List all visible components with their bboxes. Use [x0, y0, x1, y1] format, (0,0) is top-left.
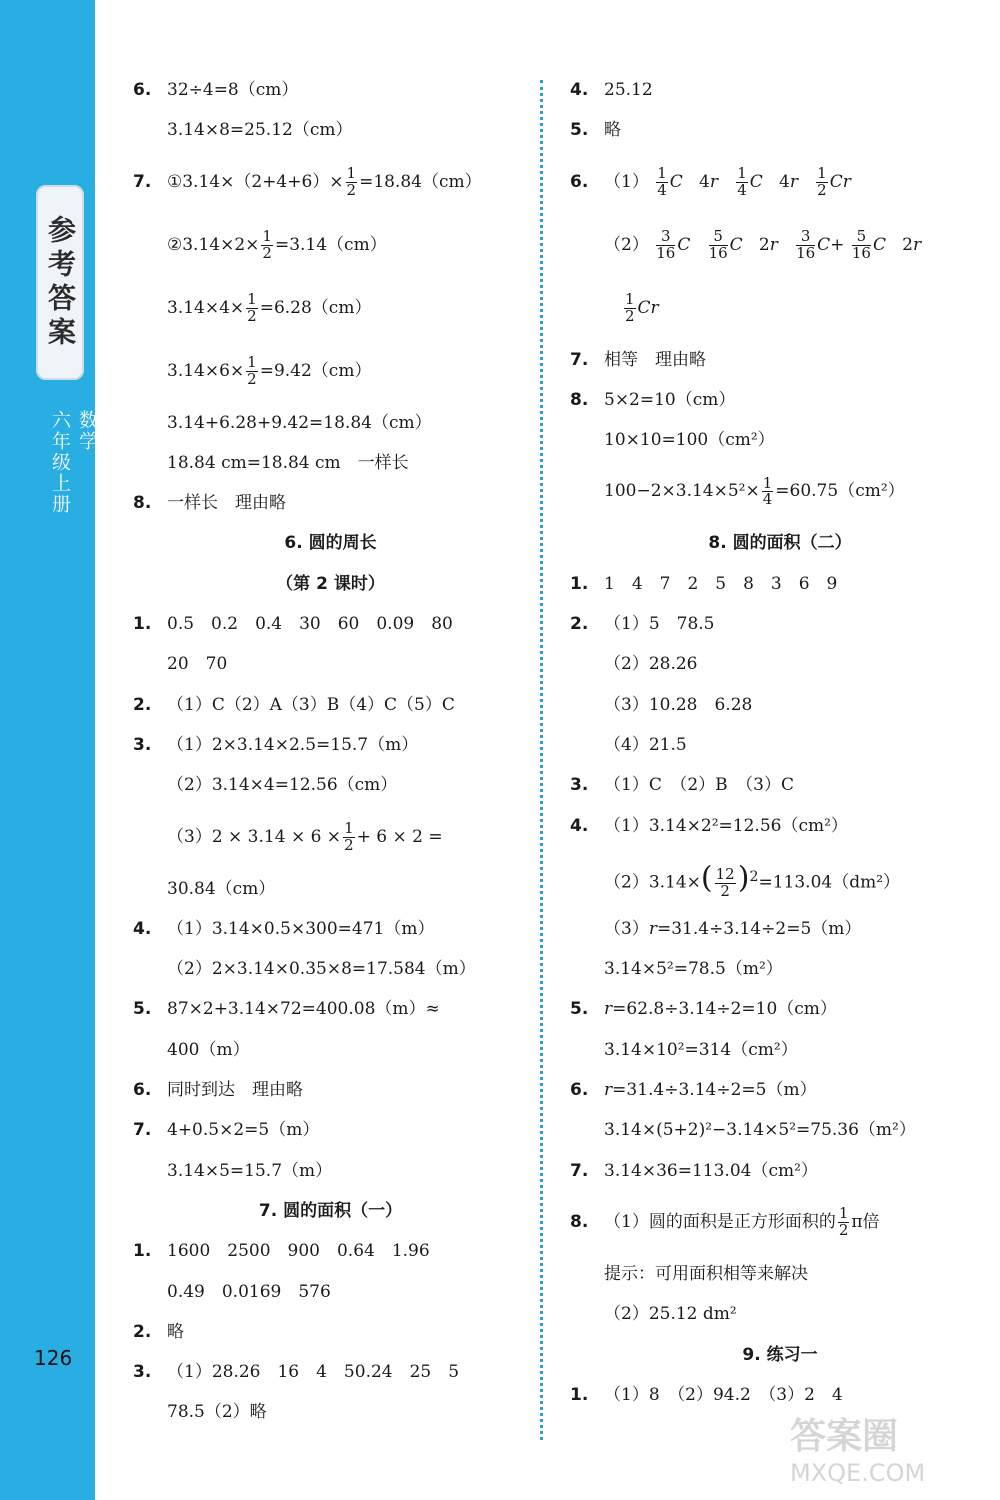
answer-line: 3.14×4× $\frac{1}{2}$ =6.28（cm）: [167, 289, 372, 325]
question-number: 1.: [133, 1241, 152, 1262]
question-number: 1.: [570, 1384, 589, 1405]
section-heading: 6. 圆的周长: [284, 533, 377, 554]
fraction: $\frac{1}{2}$: [625, 289, 635, 325]
fraction: $\frac{1}{2}$: [262, 226, 272, 262]
subject-label: 数学: [76, 410, 98, 452]
answer-line: （4）21.5: [604, 734, 687, 755]
answer-line: 0.49 0.0169 576: [167, 1281, 331, 1302]
fraction: $\frac{1}{4}$: [737, 163, 747, 199]
fraction: $\frac{1}{2}$: [817, 163, 827, 199]
question-number: 4.: [570, 80, 589, 100]
answer-line: 3. （1）28.26 16 4 50.24 25 5: [133, 1352, 528, 1392]
answer-line: 3.14×5²=78.5（m²）: [604, 959, 783, 980]
fraction: $\frac{5}{16}$: [851, 226, 871, 262]
answer-line: 4. 25.12: [570, 70, 990, 110]
answer-line: 6. 32÷4=8（cm）: [133, 70, 528, 110]
answer-line: 5. r=62.8÷3.14÷2=10（cm）: [570, 989, 990, 1029]
question-number: 7.: [133, 171, 152, 192]
question-number: 5.: [570, 999, 589, 1020]
answer-line: 3.14×10²=314（cm²）: [604, 1039, 798, 1060]
answer-line: （2）3.14×( $\frac{12}{2}$ )$^2$=113.04（dm²）: [604, 860, 901, 900]
section-heading: 9. 练习一: [742, 1344, 818, 1365]
question-number: 8.: [570, 389, 589, 410]
answer-line: 2. （1）C（2）A（3）B（4）C（5）C: [133, 685, 528, 725]
question-number: 2.: [570, 614, 589, 635]
answer-line: 7. 相等 理由略: [570, 340, 990, 380]
sidebar: [0, 0, 98, 1500]
answer-line: 1. 1600 2500 900 0.64 1.96: [133, 1231, 528, 1271]
answer-line: 3.14×8=25.12（cm）: [167, 120, 353, 141]
fraction: $\frac{1}{2}$: [346, 163, 357, 199]
fraction: $\frac{12}{2}$: [715, 864, 735, 900]
answer-line: 8. （1）圆的面积是正方形面积的 $\frac{1}{2}$ π倍: [570, 1191, 990, 1254]
answer-line: 3.14×5=15.7（m）: [167, 1160, 333, 1181]
fraction: $\frac{3}{16}$: [656, 226, 676, 262]
question-number: 7.: [570, 1160, 589, 1181]
answer-line: 78.5（2）略: [167, 1402, 267, 1423]
question-number: 3.: [570, 775, 589, 796]
answer-line: 6. 同时到达 理由略: [133, 1070, 528, 1110]
answer-line: 3.14+6.28+9.42=18.84（cm）: [167, 412, 432, 433]
answer-line: 8. 5×2=10（cm）: [570, 380, 990, 420]
fraction: $\frac{1}{4}$: [762, 473, 773, 509]
answer-line: 18.84 cm=18.84 cm 一样长: [167, 452, 409, 473]
answer-line: （2）3.14×4=12.56（cm）: [167, 775, 398, 796]
section-tab: [36, 185, 84, 380]
fraction: $\frac{1}{4}$: [657, 163, 667, 199]
fraction: $\frac{5}{16}$: [708, 226, 728, 262]
answer-line: （3）2 × 3.14 × 6 × $\frac{1}{2}$ + 6 × 2 =: [167, 818, 443, 854]
answer-line: 6. r=31.4÷3.14÷2=5（m）: [570, 1070, 990, 1110]
question-number: 4.: [133, 918, 152, 939]
answer-line: （2）25.12 dm²: [604, 1304, 737, 1325]
watermark: 答案圈 MXQE.COM: [790, 1416, 926, 1487]
question-number: 1.: [133, 614, 152, 635]
answer-line: 100−2×3.14×5²× $\frac{1}{4}$ =60.75（cm²）: [604, 473, 905, 509]
fraction: $\frac{3}{16}$: [796, 226, 816, 262]
question-number: 6.: [133, 80, 152, 100]
answer-line: 8. 一样长 理由略: [133, 483, 528, 523]
answer-line: （2）2×3.14×0.35×8=17.584（m）: [167, 959, 476, 980]
fraction: $\frac{1}{2}$: [247, 289, 257, 325]
answer-line: 2. （1）5 78.5: [570, 604, 990, 644]
answer-line: 5. 略: [570, 110, 990, 150]
section-subheading: （第 2 课时）: [276, 573, 385, 594]
answer-line: 1. 0.5 0.2 0.4 30 60 0.09 80: [133, 604, 528, 644]
answer-line: ②3.14×2× $\frac{1}{2}$ =3.14（cm）: [167, 226, 387, 262]
answer-line: 3. （1）C （2）B （3）C: [570, 765, 990, 805]
answer-line: 7. 4+0.5×2=5（m）: [133, 1110, 528, 1150]
question-number: 6.: [570, 1080, 589, 1101]
question-number: 3.: [133, 1362, 152, 1383]
section-tab-label: 参考答案: [44, 214, 77, 351]
question-number: 6.: [133, 1080, 152, 1101]
answer-line: 6. （1） $\frac{1}{4}$ C 4r $\frac{1}{4}$ C 4r $\frac{1}{2}$ Cr: [570, 151, 990, 214]
book-info: [47, 410, 101, 527]
fraction: $\frac{1}{2}$: [247, 352, 257, 388]
section-heading: 8. 圆的面积（二）: [708, 533, 852, 554]
answer-line: 3.14×6× $\frac{1}{2}$ =9.42（cm）: [167, 352, 372, 388]
question-number: 5.: [570, 120, 589, 141]
answer-line: 4. （1）3.14×0.5×300=471（m）: [133, 909, 528, 949]
answer-line: （2） $\frac{3}{16}$ C $\frac{5}{16}$ C 2r $\frac{3}{16}$ C+ $\frac{5}{16}$ C 2r: [604, 226, 922, 262]
answer-line: 3.14×(5+2)²−3.14×5²=75.36（m²）: [604, 1120, 916, 1141]
answer-line: 30.84（cm）: [167, 878, 276, 899]
answer-line: 1. （1）8 （2）94.2 （3）2 4: [570, 1375, 990, 1415]
question-number: 1.: [570, 573, 589, 594]
column-divider: [540, 80, 543, 1440]
answer-line: 3. （1）2×3.14×2.5=15.7（m）: [133, 725, 528, 765]
question-number: 7.: [133, 1120, 152, 1141]
answer-line: 7. 3.14×36=113.04（cm²）: [570, 1151, 990, 1191]
answer-line: 2. 略: [133, 1312, 528, 1352]
answer-line: 10×10=100（cm²）: [604, 430, 775, 451]
question-number: 5.: [133, 999, 152, 1020]
answer-line: 400（m）: [167, 1039, 250, 1060]
right-column: [570, 70, 990, 1415]
grade-label: 六年级上册: [49, 410, 71, 515]
section-heading: 7. 圆的面积（一）: [258, 1200, 403, 1221]
fraction: $\frac{1}{2}$: [838, 1204, 849, 1239]
question-number: 2.: [133, 694, 152, 715]
left-column: [133, 70, 528, 1433]
answer-line: $\frac{1}{2}$ Cr: [625, 289, 659, 325]
answer-line: 5. 87×2+3.14×72=400.08（m）≈: [133, 989, 528, 1029]
question-number: 4.: [570, 815, 589, 836]
question-number: 7.: [570, 349, 589, 370]
question-number: 3.: [133, 734, 152, 755]
page-number: 126: [34, 1346, 73, 1370]
question-number: 8.: [133, 493, 152, 514]
answer-line: （2）28.26: [604, 654, 698, 675]
question-number: 6.: [570, 171, 589, 192]
question-number: 2.: [133, 1321, 152, 1342]
fraction: $\frac{1}{2}$: [344, 818, 354, 854]
answer-line: 1. 1 4 7 2 5 8 3 6 9: [570, 564, 990, 604]
answer-line: （3）10.28 6.28: [604, 694, 753, 715]
answer-line: 提示：可用面积相等来解决: [604, 1263, 808, 1284]
answer-line: 7. ①3.14×（2+4+6）× $\frac{1}{2}$ =18.84（cm）: [133, 151, 528, 214]
answer-line: 20 70: [167, 654, 228, 675]
question-number: 8.: [570, 1211, 589, 1232]
answer-line: （3）r=31.4÷3.14÷2=5（m）: [604, 918, 862, 939]
answer-line: 4. （1）3.14×2²=12.56（cm²）: [570, 806, 990, 846]
